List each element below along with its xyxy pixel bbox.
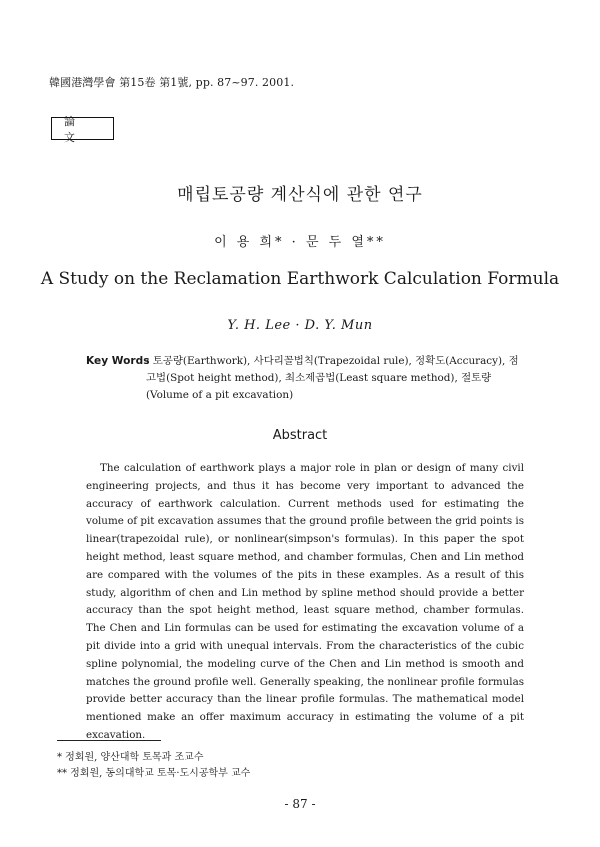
authors-korean: 이 용 희* · 문 두 열** [214, 235, 386, 250]
footnote-divider [57, 740, 161, 741]
footnote-second-author: ** 정회원, 동의대학교 토목·도시공학부 교수 [57, 768, 251, 779]
journal-header: 韓國港灣學會 第15卷 第1號, pp. 87~97. 2001. [49, 76, 295, 89]
authors-english: Y. H. Lee · D. Y. Mun [227, 318, 373, 333]
footnote-first-author: * 정회원, 양산대학 토목과 조교수 [57, 752, 204, 763]
category-label: 論 文 [51, 117, 114, 140]
abstract-heading: Abstract [272, 428, 328, 443]
keywords-text: : 토공량(Earthwork), 사다리꼴법칙(Trapezoidal rule), 정확도(Accuracy), 점고법(Spot height method), 최소제곱법(Least square method), 절토량(Volume of a pit excavation) [146, 355, 519, 401]
abstract-body: The calculation of earthwork plays a major role in plan or design of many civil engineering projects, and thus it has become very important to advanced the accuracy of earthwork calculation. Current methods used for estimating the volume of pit excavation assumes that the ground profile between the grid points is linear(trapezoidal rule), or nonlinear(simpson's formulas). In this paper the spot height method, least square method, and chamber formulas, Chen and Lin method are compared with the volumes of the pits in these examples. As a result of this study, algorithm of chen and Lin method by spline method should provide a better accuracy than the spot height method, least square method, chamber formulas. The Chen and Lin formulas can be used for estimating the excavation volume of a pit divide into a grid with unequal intervals. From the characteristics of the cubic spline polynomial, the modeling curve of the Chen and Lin method is smooth and matches the ground profile well. Generally speaking, the nonlinear profile formulas provide better accuracy than the linear profile formulas. The mathematical model mentioned make an offer maximum accuracy in estimating the volume of a pit excavation. [86, 462, 524, 741]
keywords-label: Key Words [86, 355, 150, 367]
title-korean: 매립토공량 계산식에 관한 연구 [177, 185, 423, 205]
keywords-section [86, 353, 526, 404]
title-english: A Study on the Reclamation Earthwork Calculation Formula [40, 269, 560, 289]
page-number: - 87 - [284, 797, 316, 811]
